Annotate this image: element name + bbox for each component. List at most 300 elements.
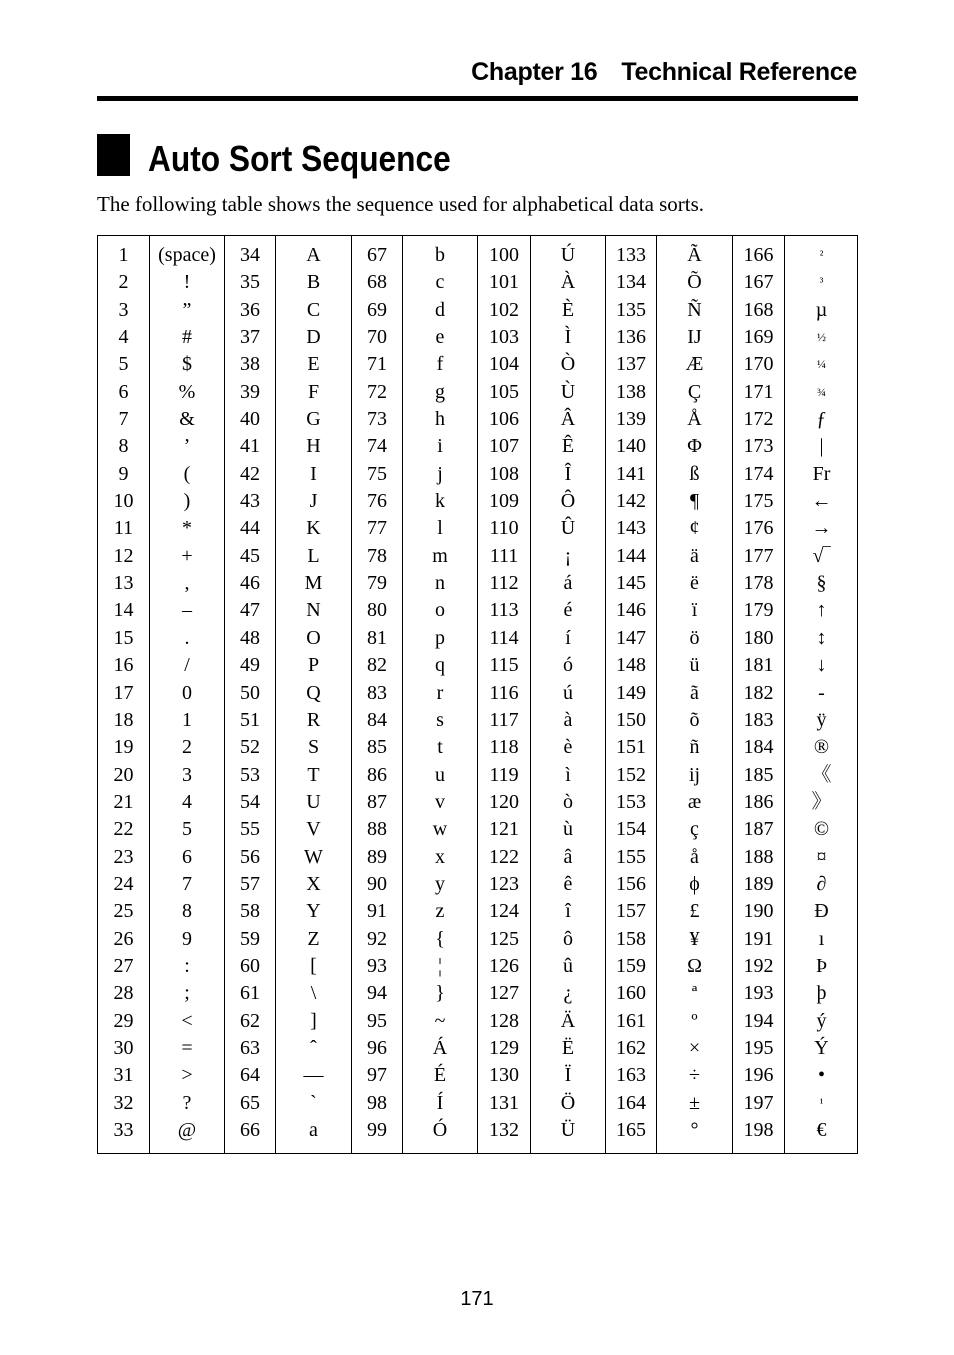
sort-character: m xyxy=(432,544,448,567)
sequence-number: 170 xyxy=(743,353,774,376)
sequence-number: 172 xyxy=(743,408,774,431)
sort-character: µ xyxy=(815,298,828,321)
sort-character: Ä xyxy=(560,1009,576,1032)
sort-character: ó xyxy=(563,654,573,677)
sequence-number: 150 xyxy=(616,708,646,731)
sequence-number: 92 xyxy=(367,927,387,950)
sort-character: y xyxy=(435,872,445,895)
sort-character: { xyxy=(435,927,445,950)
sequence-number: 23 xyxy=(113,845,134,868)
sort-character: W xyxy=(304,845,323,868)
sort-character: ↓ xyxy=(816,654,827,677)
sort-sequence-table xyxy=(97,235,858,1154)
sort-character: 0 xyxy=(182,681,192,704)
sequence-number: 38 xyxy=(240,353,260,376)
sequence-number: 177 xyxy=(743,544,774,567)
sort-character: 1 xyxy=(182,708,192,731)
sequence-number: 67 xyxy=(367,244,387,266)
sort-character: Q xyxy=(306,681,321,704)
sequence-number: 20 xyxy=(113,763,134,786)
sort-character: ¼ xyxy=(817,357,826,372)
sort-character: Õ xyxy=(687,271,702,294)
sequence-number: 182 xyxy=(743,681,774,704)
number-column xyxy=(98,236,150,1153)
sort-character: Ù xyxy=(560,380,576,403)
sort-character: b xyxy=(435,244,445,266)
sort-character: â xyxy=(563,845,573,868)
sort-character: Ñ xyxy=(687,298,702,321)
sort-character: D xyxy=(306,326,321,349)
sequence-number: 65 xyxy=(240,1091,260,1114)
sort-character: ↑ xyxy=(816,599,827,622)
sort-character: ì xyxy=(565,763,571,786)
sort-character: 5 xyxy=(182,818,192,841)
sequence-number: 123 xyxy=(489,872,519,895)
sequence-number: 124 xyxy=(489,900,519,923)
sort-character: ij xyxy=(688,763,701,786)
sequence-number: 4 xyxy=(118,326,129,349)
sequence-number: 191 xyxy=(743,927,774,950)
sort-character: A xyxy=(306,244,321,266)
sort-character: Ý xyxy=(814,1036,829,1059)
sort-character: \ xyxy=(310,982,317,1005)
sequence-number: 46 xyxy=(240,572,260,595)
sequence-number: 107 xyxy=(489,435,519,458)
sort-character: Æ xyxy=(685,353,704,376)
sort-character: l xyxy=(437,517,443,540)
sort-character: ã xyxy=(690,681,699,704)
number-column xyxy=(606,236,657,1153)
character-column xyxy=(531,236,606,1153)
sort-character: u xyxy=(435,763,445,786)
sort-character: r xyxy=(436,681,444,704)
sequence-number: 98 xyxy=(367,1091,387,1114)
sequence-number: 60 xyxy=(240,954,260,977)
sort-character: [ xyxy=(310,954,317,977)
sort-character: Ê xyxy=(561,435,575,458)
sequence-number: 88 xyxy=(367,818,387,841)
sequence-number: 11 xyxy=(113,517,134,540)
sort-character: ÿ xyxy=(816,708,827,731)
sequence-number: 116 xyxy=(489,681,519,704)
sequence-number: 189 xyxy=(743,872,774,895)
sort-character: ” xyxy=(182,298,192,321)
sequence-number: 171 xyxy=(743,380,774,403)
sequence-number: 168 xyxy=(743,298,774,321)
sort-character: ] xyxy=(310,1009,317,1032)
sort-character: © xyxy=(813,818,830,841)
sequence-number: 78 xyxy=(367,544,387,567)
sequence-number: 141 xyxy=(616,462,646,485)
sequence-number: 73 xyxy=(367,408,387,431)
sequence-number: 190 xyxy=(743,900,774,923)
sort-character: ˆ xyxy=(310,1036,317,1059)
sort-character: ë xyxy=(690,572,699,595)
sort-character: ¤ xyxy=(816,845,827,868)
page-number: 171 xyxy=(460,1288,494,1310)
sequence-number: 7 xyxy=(118,408,129,431)
sort-character: h xyxy=(435,408,445,431)
sequence-number: 152 xyxy=(616,763,646,786)
sort-character: T xyxy=(307,763,320,786)
sequence-number: 37 xyxy=(240,326,260,349)
sort-character: | xyxy=(819,435,824,458)
sequence-number: 130 xyxy=(489,1064,519,1087)
sort-character: ; xyxy=(184,982,190,1005)
sequence-number: 111 xyxy=(489,544,519,567)
sequence-number: 142 xyxy=(616,490,646,513)
sequence-number: 140 xyxy=(616,435,646,458)
sequence-number: 145 xyxy=(616,572,646,595)
sequence-number: 99 xyxy=(367,1119,387,1141)
sequence-number: 119 xyxy=(489,763,519,786)
sort-character: # xyxy=(182,326,192,349)
sequence-number: 186 xyxy=(743,790,774,813)
sequence-number: 8 xyxy=(118,435,129,458)
sequence-number: 94 xyxy=(367,982,387,1005)
sort-character: Fr xyxy=(812,462,831,485)
sort-character: U xyxy=(306,790,321,813)
sequence-number: 41 xyxy=(240,435,260,458)
sort-character: < xyxy=(181,1009,193,1032)
sequence-number: 122 xyxy=(489,845,519,868)
sequence-number: 181 xyxy=(743,654,774,677)
sequence-number: 42 xyxy=(240,462,260,485)
sort-character: à xyxy=(563,708,573,731)
sequence-number: 50 xyxy=(240,681,260,704)
sort-character: Ë xyxy=(561,1036,575,1059)
sort-character: N xyxy=(306,599,321,622)
sort-character: B xyxy=(306,271,321,294)
sequence-number: 47 xyxy=(240,599,260,622)
sequence-number: 79 xyxy=(367,572,387,595)
sort-character: e xyxy=(435,326,445,349)
sort-character: (space) xyxy=(158,244,216,266)
sort-character: ò xyxy=(563,790,573,813)
sequence-number: 77 xyxy=(367,517,387,540)
sequence-number: 58 xyxy=(240,900,260,923)
sort-character: g xyxy=(435,380,445,403)
sequence-number: 112 xyxy=(489,572,519,595)
sequence-number: 54 xyxy=(240,790,260,813)
sort-character: - xyxy=(818,681,825,704)
sequence-number: 136 xyxy=(616,326,646,349)
sort-character: Z xyxy=(307,927,320,950)
sequence-number: 70 xyxy=(367,326,387,349)
sequence-number: 128 xyxy=(489,1009,519,1032)
sort-character: û xyxy=(563,954,573,977)
sort-character: ý xyxy=(816,1009,827,1032)
sort-character: î xyxy=(565,900,571,923)
sort-character: F xyxy=(307,380,320,403)
sequence-number: 137 xyxy=(616,353,646,376)
sort-character: @ xyxy=(177,1119,197,1141)
sort-character: ² xyxy=(819,248,824,262)
sort-character: O xyxy=(306,626,321,649)
sort-character: º xyxy=(691,1009,698,1032)
sequence-number: 187 xyxy=(743,818,774,841)
sequence-number: 95 xyxy=(367,1009,387,1032)
sequence-number: 139 xyxy=(616,408,646,431)
sort-character: Í xyxy=(436,1091,444,1114)
sequence-number: 86 xyxy=(367,763,387,786)
sort-character: IJ xyxy=(687,326,702,349)
intro-text: The following table shows the sequence used for alphabetical data sorts. xyxy=(97,192,705,216)
sort-character: M xyxy=(304,572,323,595)
sort-character: æ xyxy=(687,790,702,813)
sort-character: ¾ xyxy=(817,384,826,399)
sequence-number: 164 xyxy=(616,1091,646,1114)
sequence-number: 100 xyxy=(489,244,519,266)
sort-character: ÷ xyxy=(689,1064,700,1087)
character-column xyxy=(150,236,225,1153)
sort-character: å xyxy=(690,845,699,868)
sequence-number: 195 xyxy=(743,1036,774,1059)
sort-character: P xyxy=(307,654,320,677)
character-column xyxy=(276,236,352,1153)
sequence-number: 69 xyxy=(367,298,387,321)
sort-character: Ü xyxy=(560,1119,576,1141)
sort-character: x xyxy=(435,845,445,868)
sort-character: w xyxy=(432,818,448,841)
sequence-number: 80 xyxy=(367,599,387,622)
sort-character: , xyxy=(184,572,190,595)
sort-character: ( xyxy=(183,462,191,485)
sort-character: ç xyxy=(690,818,699,841)
sequence-number: 162 xyxy=(616,1036,646,1059)
sequence-number: 31 xyxy=(113,1064,134,1087)
sort-character: 3 xyxy=(182,763,192,786)
sequence-number: 129 xyxy=(489,1036,519,1059)
sequence-number: 146 xyxy=(616,599,646,622)
sequence-number: 24 xyxy=(113,872,134,895)
sequence-number: 176 xyxy=(743,517,774,540)
sequence-number: 10 xyxy=(113,490,134,513)
sort-character: Ç xyxy=(687,380,702,403)
character-column xyxy=(785,236,858,1153)
sort-character: ù xyxy=(563,818,573,841)
sort-character: 7 xyxy=(182,872,192,895)
sort-character: R xyxy=(306,708,321,731)
sort-character: q xyxy=(435,654,445,677)
sort-character: . xyxy=(184,626,190,649)
sort-character: ª xyxy=(691,982,698,1005)
sort-character: > xyxy=(181,1064,193,1087)
character-column xyxy=(657,236,733,1153)
sort-character: / xyxy=(184,654,190,677)
sequence-number: 76 xyxy=(367,490,387,513)
sequence-number: 82 xyxy=(367,654,387,677)
sequence-number: 63 xyxy=(240,1036,260,1059)
sequence-number: 184 xyxy=(743,736,774,759)
sort-character: K xyxy=(306,517,321,540)
sort-character: í xyxy=(565,626,571,649)
sort-character: Å xyxy=(687,408,702,431)
sequence-number: 52 xyxy=(240,736,260,759)
sequence-number: 87 xyxy=(367,790,387,813)
sequence-number: 43 xyxy=(240,490,260,513)
sort-character: Î xyxy=(564,462,572,485)
sort-character: 4 xyxy=(182,790,192,813)
sort-character: — xyxy=(303,1064,324,1087)
sequence-number: 29 xyxy=(113,1009,134,1032)
sequence-number: 26 xyxy=(113,927,134,950)
sequence-number: 197 xyxy=(743,1091,774,1114)
sort-character: • xyxy=(817,1064,825,1087)
sequence-number: 167 xyxy=(743,271,774,294)
sort-character: ? xyxy=(182,1091,192,1114)
sort-character: ß xyxy=(689,462,700,485)
sequence-number: 64 xyxy=(240,1064,260,1087)
sequence-number: 144 xyxy=(616,544,646,567)
sort-character: → xyxy=(811,517,832,540)
sort-character: 《 xyxy=(811,763,832,786)
sequence-number: 14 xyxy=(113,599,134,622)
number-column xyxy=(733,236,785,1153)
sort-character: * xyxy=(182,517,192,540)
sort-character: Đ xyxy=(814,900,829,923)
sort-character: ¦ xyxy=(437,954,442,977)
sequence-number: 165 xyxy=(616,1119,646,1141)
sort-character: Â xyxy=(560,408,576,431)
sequence-number: 18 xyxy=(113,708,134,731)
sequence-number: 160 xyxy=(616,982,646,1005)
sequence-number: 12 xyxy=(113,544,134,567)
sort-character: ~ xyxy=(434,1009,446,1032)
sequence-number: 51 xyxy=(240,708,260,731)
title-marker xyxy=(97,134,130,176)
sequence-number: 5 xyxy=(118,353,129,376)
sequence-number: 161 xyxy=(616,1009,646,1032)
sort-character: Û xyxy=(560,517,576,540)
sequence-number: 21 xyxy=(113,790,134,813)
number-column xyxy=(225,236,276,1153)
sequence-number: 57 xyxy=(240,872,260,895)
sort-character: ô xyxy=(563,927,573,950)
sequence-number: 59 xyxy=(240,927,260,950)
sort-character: ö xyxy=(689,626,700,649)
sort-character: 9 xyxy=(182,927,192,950)
sequence-number: 125 xyxy=(489,927,519,950)
sort-character: § xyxy=(816,572,827,595)
sequence-number: 83 xyxy=(367,681,387,704)
sequence-number: 174 xyxy=(743,462,774,485)
sequence-number: 193 xyxy=(743,982,774,1005)
sort-character: õ xyxy=(689,708,700,731)
sort-character: Ω xyxy=(687,954,702,977)
sequence-number: 118 xyxy=(489,736,519,759)
sort-character: Ò xyxy=(560,353,576,376)
sequence-number: 135 xyxy=(616,298,646,321)
sequence-number: 173 xyxy=(743,435,774,458)
sort-character: X xyxy=(306,872,321,895)
sequence-number: 196 xyxy=(743,1064,774,1087)
sort-character: Ó xyxy=(432,1119,448,1141)
sequence-number: 163 xyxy=(616,1064,646,1087)
sort-character: ¥ xyxy=(689,927,700,950)
sort-character: } xyxy=(435,982,445,1005)
sort-character: : xyxy=(184,954,190,977)
sequence-number: 198 xyxy=(743,1119,774,1141)
sequence-number: 192 xyxy=(743,954,774,977)
sequence-number: 9 xyxy=(118,462,129,485)
sort-character: Ï xyxy=(564,1064,572,1087)
sequence-number: 25 xyxy=(113,900,134,923)
sort-character: ƒ xyxy=(816,408,827,431)
sort-character: S xyxy=(307,736,320,759)
sort-character: G xyxy=(306,408,321,431)
sort-character: d xyxy=(435,298,445,321)
sequence-number: 109 xyxy=(489,490,519,513)
sort-character: ¢ xyxy=(689,517,700,540)
sequence-number: 127 xyxy=(489,982,519,1005)
sequence-number: 66 xyxy=(240,1119,260,1141)
sequence-number: 90 xyxy=(367,872,387,895)
sequence-number: 108 xyxy=(489,462,519,485)
sequence-number: 27 xyxy=(113,954,134,977)
header-rule xyxy=(97,96,858,101)
sort-character: n xyxy=(435,572,445,595)
sort-character: % xyxy=(178,380,196,403)
sort-character: é xyxy=(563,599,573,622)
sequence-number: 155 xyxy=(616,845,646,868)
sort-character: I xyxy=(310,462,317,485)
sort-character: Ô xyxy=(560,490,576,513)
sort-character: s xyxy=(436,708,444,731)
sequence-number: 148 xyxy=(616,654,646,677)
sequence-number: 143 xyxy=(616,517,646,540)
sequence-number: 40 xyxy=(240,408,260,431)
sequence-number: 56 xyxy=(240,845,260,868)
sequence-number: 156 xyxy=(616,872,646,895)
sort-character: Φ xyxy=(687,435,702,458)
sequence-number: 106 xyxy=(489,408,519,431)
sort-character: À xyxy=(560,271,576,294)
sequence-number: 13 xyxy=(113,572,134,595)
sort-character: ↕ xyxy=(816,626,827,649)
sort-character: Ì xyxy=(564,326,572,349)
sequence-number: 61 xyxy=(240,982,260,1005)
sort-character: Ú xyxy=(560,244,576,266)
sort-character: Y xyxy=(306,900,321,923)
sort-character: 2 xyxy=(182,736,192,759)
sequence-number: 84 xyxy=(367,708,387,731)
sequence-number: 97 xyxy=(367,1064,387,1087)
sequence-number: 75 xyxy=(367,462,387,485)
sequence-number: 48 xyxy=(240,626,260,649)
section-label: Technical Reference xyxy=(621,58,857,86)
sort-character: ∂ xyxy=(816,872,827,895)
sequence-number: 166 xyxy=(743,244,774,266)
number-column xyxy=(352,236,403,1153)
sort-character: è xyxy=(563,736,573,759)
sequence-number: 114 xyxy=(489,626,519,649)
sequence-number: 103 xyxy=(489,326,519,349)
sequence-number: 1 xyxy=(118,244,129,266)
sequence-number: 178 xyxy=(743,572,774,595)
sequence-number: 132 xyxy=(489,1119,519,1141)
sequence-number: 45 xyxy=(240,544,260,567)
sequence-number: 72 xyxy=(367,380,387,403)
sequence-number: 149 xyxy=(616,681,646,704)
sort-character: L xyxy=(307,544,320,567)
sequence-number: 134 xyxy=(616,271,646,294)
sequence-number: 81 xyxy=(367,626,387,649)
sequence-number: 68 xyxy=(367,271,387,294)
sort-character: √‾ xyxy=(812,544,831,567)
sequence-number: 32 xyxy=(113,1091,134,1114)
sequence-number: 138 xyxy=(616,380,646,403)
